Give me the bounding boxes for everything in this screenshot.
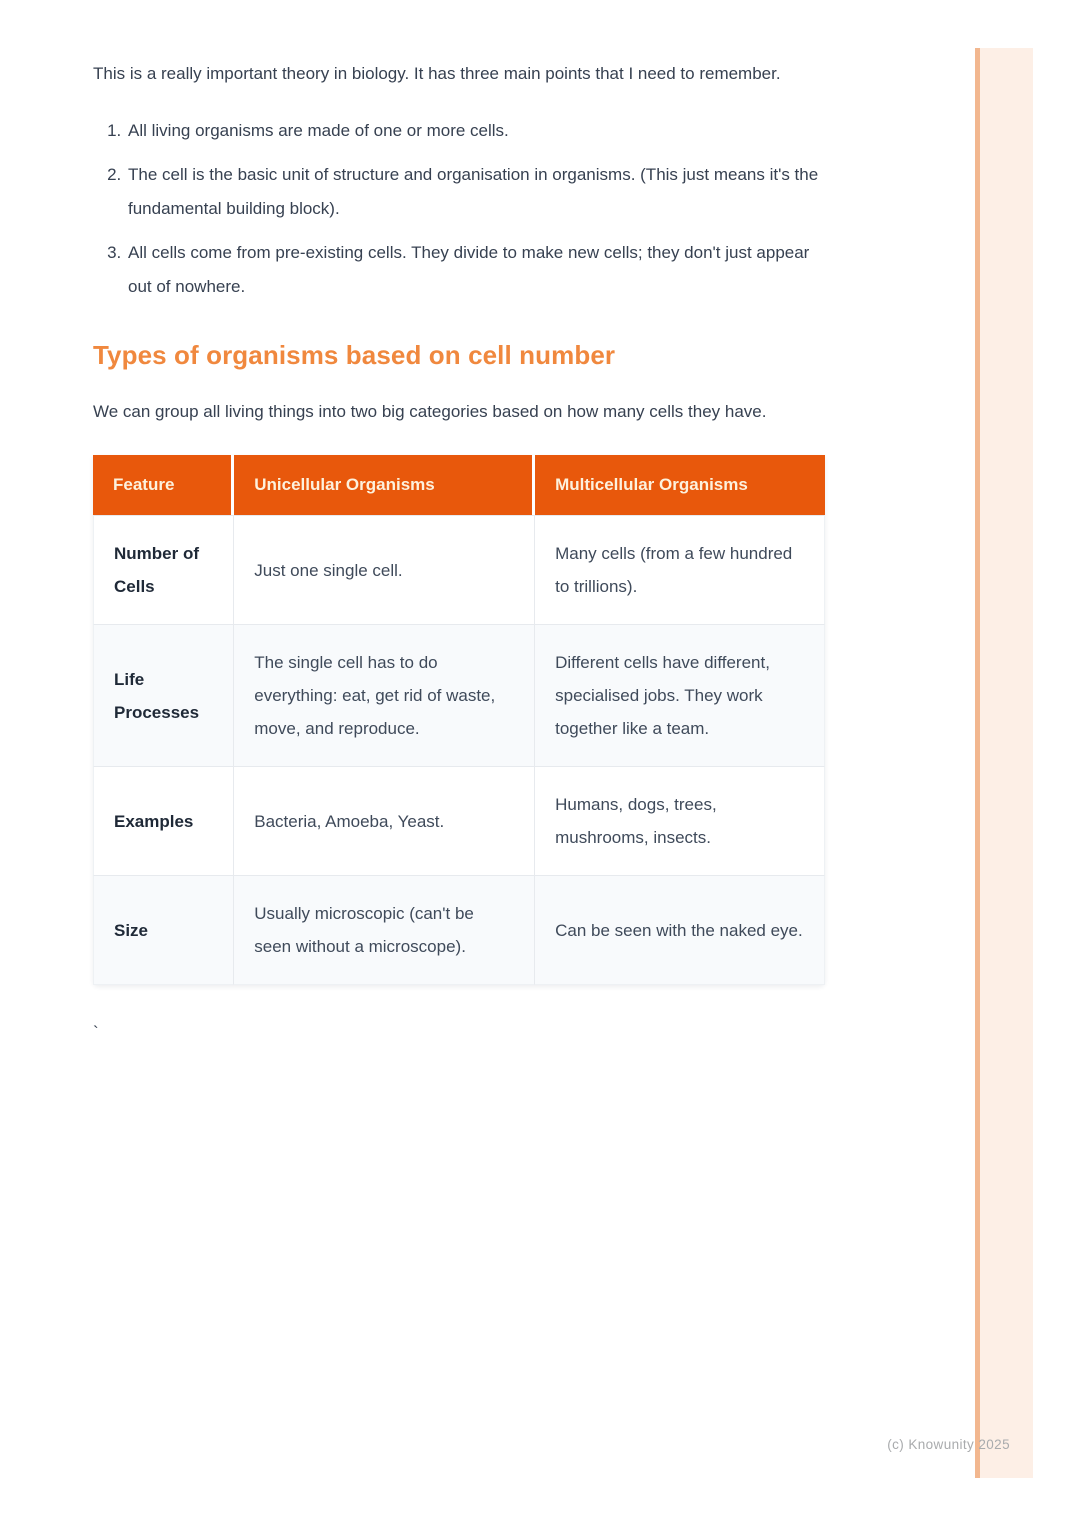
cell-unicellular: Just one single cell. — [234, 515, 535, 624]
row-feature-label: Life Processes — [93, 624, 234, 766]
copyright-footer: (c) Knowunity 2025 — [887, 1437, 1010, 1452]
cell-multicellular: Can be seen with the naked eye. — [535, 875, 825, 985]
organism-comparison-table — [93, 455, 825, 985]
table-row — [93, 515, 825, 624]
column-header-feature: Feature — [93, 455, 234, 515]
row-feature-label: Size — [93, 875, 234, 985]
cell-multicellular: Different cells have different, specialised jobs. They work together like a team. — [535, 624, 825, 766]
table-row — [93, 766, 825, 875]
table-header-row — [93, 455, 825, 515]
cell-theory-list — [93, 114, 825, 304]
table-row — [93, 624, 825, 766]
cell-multicellular: Many cells (from a few hundred to trillions). — [535, 515, 825, 624]
note-page-content — [93, 57, 825, 1043]
cell-unicellular: The single cell has to do everything: eat, get rid of waste, move, and reproduce. — [234, 624, 535, 766]
list-item-1: 1. All living organisms are made of one or more cells. — [126, 114, 825, 148]
cell-multicellular: Humans, dogs, trees, mushrooms, insects. — [535, 766, 825, 875]
stray-backtick-character: ` — [93, 1023, 99, 1042]
cell-unicellular: Usually microscopic (can't be seen without a microscope). — [234, 875, 535, 985]
table-row — [93, 875, 825, 985]
cell-unicellular: Bacteria, Amoeba, Yeast. — [234, 766, 535, 875]
intro-paragraph: This is a really important theory in biology. It has three main points that I need to remember. — [93, 64, 781, 83]
list-item-2: 2. The cell is the basic unit of structure and organisation in organisms. (This just means it's the fundamental building block). — [126, 158, 825, 226]
column-header-multicellular: Multicellular Organisms — [535, 455, 825, 515]
page-accent-stripe — [975, 48, 1033, 1478]
column-header-unicellular: Unicellular Organisms — [234, 455, 535, 515]
row-feature-label: Examples — [93, 766, 234, 875]
section-heading: Types of organisms based on cell number — [93, 340, 616, 370]
row-feature-label: Number of Cells — [93, 515, 234, 624]
section-intro-paragraph: We can group all living things into two big categories based on how many cells they have. — [93, 402, 767, 421]
list-item-3: 3. All cells come from pre-existing cells. They divide to make new cells; they don't just appear out of nowhere. — [126, 236, 825, 304]
